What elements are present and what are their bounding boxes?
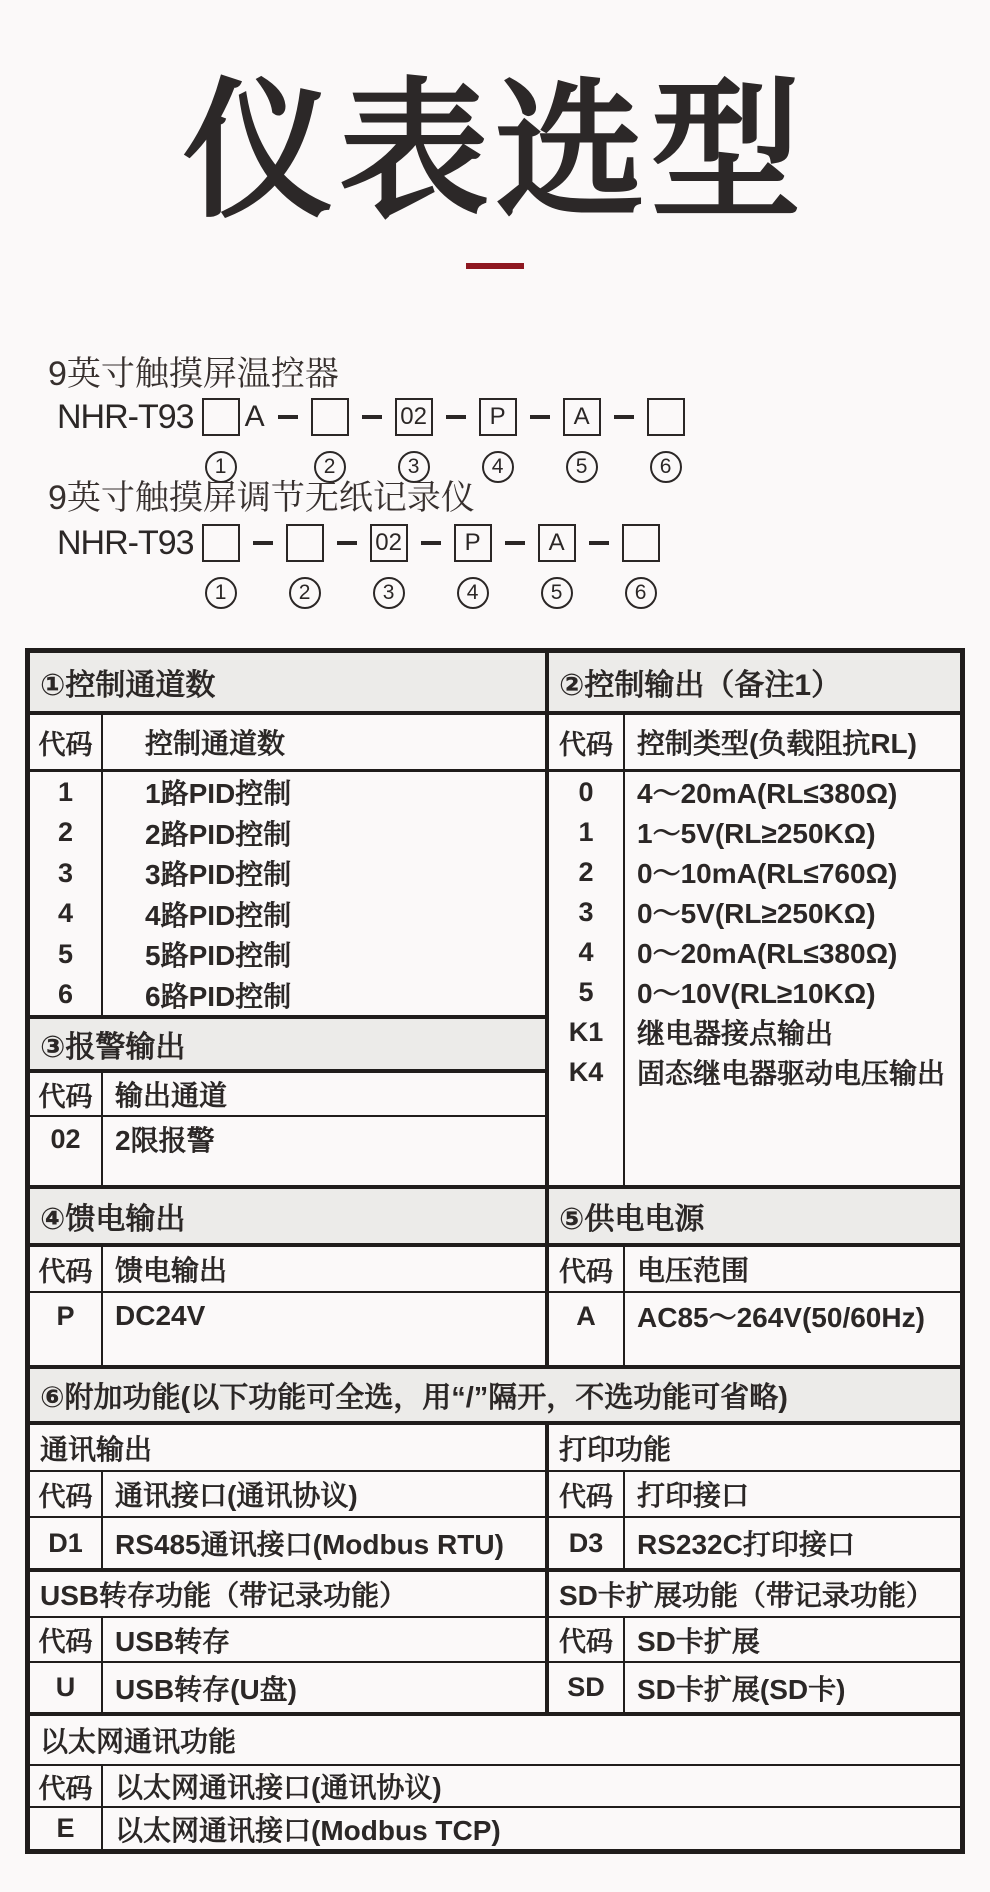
cell-label: 固态继电器驱动电压输出 <box>637 1058 946 1089</box>
circle-number: 6 <box>650 451 682 483</box>
table-row <box>30 1293 545 1339</box>
subsection-title: USB转存功能（带记录功能） <box>30 1572 545 1618</box>
circle-number: 5 <box>566 451 598 483</box>
cell-code: 1 <box>30 772 103 813</box>
circle-number: 2 <box>289 577 321 609</box>
section-header-4: ④馈电输出 <box>30 1189 545 1247</box>
column-header-code: 代码 <box>30 715 103 769</box>
table-row <box>30 1808 960 1849</box>
model-segment <box>370 524 454 609</box>
cell-label: 继电器接点输出 <box>637 1018 834 1049</box>
section-header-3: ③报警输出 <box>30 1015 545 1073</box>
cell-label: 2限报警 <box>115 1125 215 1156</box>
model-box: A <box>563 398 601 436</box>
table-row <box>549 812 960 852</box>
cell-label: 3路PID控制 <box>145 859 292 891</box>
column-header-code: 代码 <box>30 1472 103 1516</box>
column-header-row <box>30 1247 545 1293</box>
column-header-code: 代码 <box>549 1472 625 1516</box>
table-row <box>549 772 960 812</box>
cell-code: 6 <box>30 975 103 1016</box>
model-prefix: NHR-T93 <box>57 524 194 562</box>
circle-number: 3 <box>398 451 430 483</box>
circle-number: 5 <box>541 577 573 609</box>
model-dash <box>589 541 609 545</box>
column-header-label: USB转存 <box>115 1625 231 1657</box>
model-dash <box>337 541 357 545</box>
table-row <box>30 934 545 975</box>
model-segment <box>286 524 370 609</box>
section-control-output <box>545 653 960 1185</box>
column-header-row <box>30 1618 545 1663</box>
model-segment <box>202 524 286 609</box>
subsection-ethernet <box>30 1712 960 1849</box>
cell-code: 0 <box>549 772 625 812</box>
rows-control-output <box>549 772 960 1092</box>
table-row <box>549 932 960 972</box>
cell-code: 2 <box>30 813 103 854</box>
cell-label: RS232C打印接口 <box>637 1529 855 1560</box>
column-header-row <box>549 1472 960 1518</box>
cell-code: 4 <box>549 932 625 972</box>
model-heading-recorder: 9英寸触摸屏调节无纸记录仪 <box>48 479 475 517</box>
cell-label: 6路PID控制 <box>145 980 292 1012</box>
subsection-title: 打印功能 <box>549 1425 960 1472</box>
cell-label: 0～10mA(RL≤760Ω) <box>637 858 898 889</box>
model-suffix: A <box>244 400 265 433</box>
circle-number: 2 <box>314 451 346 483</box>
model-dash <box>253 541 273 545</box>
cell-label: RS485通讯接口(Modbus RTU) <box>115 1529 504 1560</box>
empty-cell-area <box>30 1161 545 1185</box>
model-dash <box>446 415 466 419</box>
model-box <box>311 398 349 436</box>
cell-code: D1 <box>30 1518 103 1568</box>
cell-code: 02 <box>30 1117 103 1161</box>
model-box: P <box>479 398 517 436</box>
section-header-5: ⑤供电电源 <box>549 1189 960 1247</box>
title-underline <box>466 263 524 269</box>
cell-label: AC85～264V(50/60Hz) <box>637 1302 925 1333</box>
section-power-supply <box>545 1189 960 1365</box>
model-box <box>202 398 240 436</box>
section-header-2: ②控制输出（备注1） <box>549 653 960 715</box>
model-segment <box>479 398 563 483</box>
circle-number: 4 <box>457 577 489 609</box>
empty-cell-area <box>549 1092 960 1185</box>
section-feed-output <box>30 1189 545 1365</box>
table-row <box>30 813 545 854</box>
circle-number: 4 <box>482 451 514 483</box>
cell-code: SD <box>549 1663 625 1712</box>
page-title: 仪表选型 <box>182 67 807 235</box>
model-heading-controller: 9英寸触摸屏温控器 <box>48 355 339 393</box>
table-row <box>549 892 960 932</box>
subsection-sd <box>545 1572 960 1712</box>
model-box: 02 <box>395 398 433 436</box>
table-row <box>549 1012 960 1052</box>
cell-code: K1 <box>549 1012 625 1052</box>
column-header-label: 控制类型(负载阻抗RL) <box>637 728 917 759</box>
cell-label: 4～20mA(RL≤380Ω) <box>637 778 898 809</box>
table-row <box>549 1518 960 1568</box>
section-header-6: ⑥附加功能(以下功能可全选，用“/”隔开，不选功能可省略) <box>30 1365 960 1425</box>
section-control-channels <box>30 653 545 1185</box>
cell-label: 0～20mA(RL≤380Ω) <box>637 938 898 969</box>
cell-code: E <box>30 1808 103 1849</box>
column-header-row <box>549 1618 960 1663</box>
table-row <box>30 975 545 1016</box>
cell-label: DC24V <box>115 1300 206 1331</box>
model-box: P <box>454 524 492 562</box>
column-header-code: 代码 <box>30 1247 103 1291</box>
column-header-code: 代码 <box>549 715 625 769</box>
table-row <box>30 894 545 935</box>
table-row <box>30 853 545 894</box>
cell-code: U <box>30 1663 103 1712</box>
column-header-code: 代码 <box>549 1618 625 1661</box>
column-header-row <box>30 715 545 772</box>
block-usb-sd <box>30 1568 960 1712</box>
subsection-print <box>545 1425 960 1568</box>
table-row <box>30 1663 545 1712</box>
empty-cell-area <box>549 1339 960 1365</box>
cell-code: K4 <box>549 1052 625 1092</box>
selection-table <box>25 648 965 1854</box>
cell-code: 3 <box>549 892 625 932</box>
empty-cell-area <box>30 1339 545 1365</box>
column-header-row <box>549 1247 960 1293</box>
model-prefix: NHR-T93 <box>57 398 194 436</box>
circle-number: 1 <box>205 577 237 609</box>
cell-code: A <box>549 1293 625 1339</box>
table-row <box>549 852 960 892</box>
model-code-line-recorder <box>57 524 660 609</box>
model-dash <box>614 415 634 419</box>
column-header-code: 代码 <box>30 1618 103 1661</box>
block-comm-print <box>30 1425 960 1568</box>
cell-label: SD卡扩展(SD卡) <box>637 1673 846 1705</box>
cell-label: 4路PID控制 <box>145 899 292 931</box>
model-box: 02 <box>370 524 408 562</box>
cell-code: D3 <box>549 1518 625 1568</box>
table-top-section <box>30 653 960 1185</box>
cell-code: 4 <box>30 894 103 935</box>
model-segment <box>454 524 538 609</box>
cell-label: 2路PID控制 <box>145 818 292 850</box>
table-row <box>549 972 960 1012</box>
column-header-code: 代码 <box>30 1766 103 1806</box>
column-header-row <box>30 1472 545 1518</box>
cell-label: 以太网通讯接口(Modbus TCP) <box>115 1814 501 1846</box>
cell-label: 1～5V(RL≥250KΩ) <box>637 818 876 849</box>
model-dash <box>278 415 298 419</box>
column-header-label: 输出通道 <box>115 1080 228 1111</box>
cell-label: 5路PID控制 <box>145 940 292 972</box>
model-segment <box>647 398 685 483</box>
subsection-title: SD卡扩展功能（带记录功能） <box>549 1572 960 1618</box>
subsection-usb <box>30 1572 545 1712</box>
column-header-label: 打印接口 <box>637 1480 750 1511</box>
column-header-label: 控制通道数 <box>145 728 286 759</box>
cell-label: 0～10V(RL≥10KΩ) <box>637 978 876 1009</box>
subsection-comm <box>30 1425 545 1568</box>
cell-code: 2 <box>549 852 625 892</box>
subsection-title: 以太网通讯功能 <box>30 1716 960 1766</box>
table-mid-section <box>30 1185 960 1365</box>
cell-code: 1 <box>549 812 625 852</box>
column-header-code: 代码 <box>30 1073 103 1115</box>
model-segment <box>538 524 622 609</box>
model-segment <box>622 524 660 609</box>
circle-number: 6 <box>625 577 657 609</box>
model-box <box>622 524 660 562</box>
cell-label: USB转存(U盘) <box>115 1673 297 1705</box>
model-dash <box>530 415 550 419</box>
cell-code: 3 <box>30 853 103 894</box>
column-header-row <box>30 1766 960 1808</box>
table-row <box>30 772 545 813</box>
model-segment <box>563 398 647 483</box>
column-header-label: 电压范围 <box>637 1255 750 1286</box>
column-header-label: 馈电输出 <box>115 1255 228 1286</box>
cell-label: 1路PID控制 <box>145 778 292 810</box>
column-header-code: 代码 <box>549 1247 625 1291</box>
table-row <box>30 1117 545 1161</box>
table-row <box>549 1293 960 1339</box>
subsection-title: 通讯输出 <box>30 1425 545 1472</box>
cell-code: P <box>30 1293 103 1339</box>
cell-label: 0～5V(RL≥250KΩ) <box>637 898 876 929</box>
rows-control-channels <box>30 772 545 1015</box>
table-row <box>30 1518 545 1568</box>
column-header-row <box>549 715 960 772</box>
column-header-row <box>30 1073 545 1117</box>
circle-number: 3 <box>373 577 405 609</box>
table-row <box>549 1663 960 1712</box>
model-box <box>286 524 324 562</box>
model-dash <box>421 541 441 545</box>
section-header-1: ①控制通道数 <box>30 653 545 715</box>
cell-code: 5 <box>549 972 625 1012</box>
model-dash <box>362 415 382 419</box>
circle-number: 1 <box>205 451 237 483</box>
column-header-label: 以太网通讯接口(通讯协议) <box>115 1772 442 1803</box>
model-box <box>202 524 240 562</box>
model-dash <box>505 541 525 545</box>
model-box <box>647 398 685 436</box>
cell-code: 5 <box>30 934 103 975</box>
column-header-label: SD卡扩展 <box>637 1625 760 1657</box>
column-header-label: 通讯接口(通讯协议) <box>115 1480 358 1511</box>
table-row <box>549 1052 960 1092</box>
model-box: A <box>538 524 576 562</box>
